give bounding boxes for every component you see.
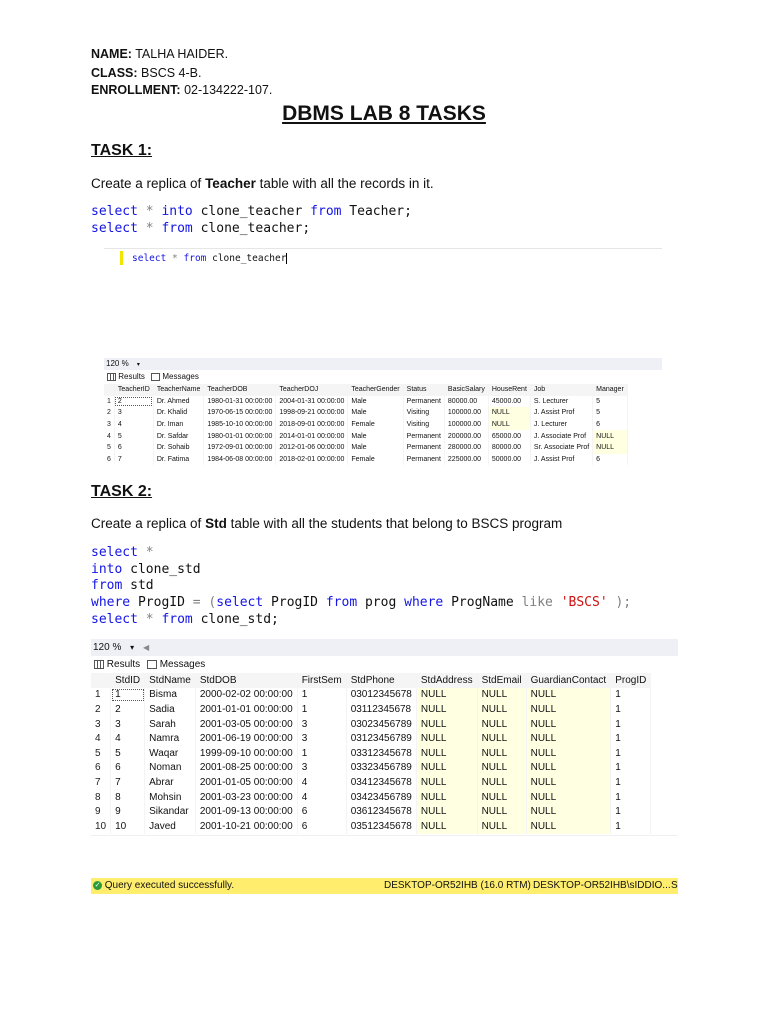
zoom-level[interactable]: 120 %: [93, 642, 122, 653]
ident: std: [122, 578, 154, 594]
task1-screenshot: [104, 248, 662, 470]
task2-heading: TASK 2:: [91, 483, 153, 500]
table-cell[interactable]: 1: [611, 775, 651, 790]
table-cell[interactable]: NULL: [477, 702, 526, 717]
ident: clone_std: [122, 561, 201, 577]
table-cell[interactable]: Dr. Khalid: [153, 407, 204, 419]
table-cell[interactable]: 03512345678: [346, 819, 416, 834]
table-cell[interactable]: NULL: [416, 790, 477, 805]
row-number: 9: [91, 804, 111, 819]
table-cell[interactable]: Male: [348, 430, 403, 442]
row-number: 8: [91, 790, 111, 805]
table-cell[interactable]: NULL: [416, 702, 477, 717]
row-number: 5: [91, 746, 111, 761]
table-row[interactable]: [91, 717, 651, 732]
table-cell[interactable]: Permanent: [403, 454, 444, 466]
query-line: [132, 253, 287, 264]
zoom-bar: [91, 639, 678, 656]
results-tab[interactable]: Results: [118, 372, 145, 381]
operator: = (: [192, 595, 217, 611]
table-cell[interactable]: NULL: [477, 790, 526, 805]
zoom-level[interactable]: 120 %: [106, 359, 129, 368]
table-cell[interactable]: NULL: [477, 761, 526, 776]
column-header[interactable]: HouseRent: [488, 384, 530, 396]
table-cell[interactable]: J. Lecturer: [530, 419, 592, 431]
results-tab[interactable]: Results: [106, 659, 141, 670]
table-cell[interactable]: NULL: [416, 761, 477, 776]
table-cell[interactable]: 2: [111, 702, 145, 717]
table-cell[interactable]: 4: [114, 419, 153, 431]
table-cell[interactable]: 03023456789: [346, 717, 416, 732]
status-trailing: S: [671, 880, 678, 891]
column-header[interactable]: TeacherID: [114, 384, 153, 396]
success-check-icon: ✓: [94, 881, 101, 889]
column-header[interactable]: ProgID: [611, 673, 651, 688]
table-cell[interactable]: NULL: [416, 731, 477, 746]
star: *: [137, 545, 154, 560]
task2-description: [91, 516, 562, 531]
string-literal: 'BSCS': [560, 595, 608, 611]
enroll-label: ENROLLMENT:: [91, 83, 181, 97]
table-cell[interactable]: S. Lecturer: [530, 396, 592, 408]
table-cell[interactable]: 6: [297, 819, 346, 834]
table-cell[interactable]: 1970-06-15 00:00:00: [204, 407, 276, 419]
class-value: BSCS 4-B.: [141, 66, 202, 80]
table-cell[interactable]: Noman: [145, 761, 196, 776]
ident: Teacher;: [341, 204, 412, 219]
space: [553, 595, 561, 610]
row-number: 3: [104, 419, 114, 431]
table-row[interactable]: [104, 396, 627, 408]
table-cell[interactable]: 1980-01-01 00:00:00: [204, 430, 276, 442]
row-number: 2: [104, 407, 114, 419]
table-cell[interactable]: NULL: [488, 419, 530, 431]
table-row[interactable]: [104, 454, 627, 466]
column-header[interactable]: [104, 384, 114, 396]
table-cell[interactable]: 03312345678: [346, 746, 416, 761]
table-cell[interactable]: 2014-01-01 00:00:00: [276, 430, 348, 442]
table-cell[interactable]: Dr. Safdar: [153, 430, 204, 442]
table-cell[interactable]: NULL: [526, 731, 611, 746]
kw: select: [91, 611, 138, 627]
table-cell[interactable]: 2001-08-25 00:00:00: [195, 761, 297, 776]
table-cell[interactable]: Permanent: [403, 430, 444, 442]
ident: clone_std;: [192, 611, 279, 627]
task1-code: [91, 204, 412, 237]
student-enrollment: [91, 82, 272, 98]
kw: from: [161, 611, 193, 627]
table-cell[interactable]: 280000.00: [444, 442, 488, 454]
table-cell[interactable]: 7: [111, 775, 145, 790]
table-cell[interactable]: NULL: [488, 407, 530, 419]
column-header[interactable]: Job: [530, 384, 592, 396]
column-header[interactable]: TeacherName: [153, 384, 204, 396]
status-bar: [91, 878, 678, 894]
table-cell[interactable]: 6: [114, 442, 153, 454]
task1-heading: TASK 1:: [91, 142, 153, 159]
table-cell[interactable]: Waqar: [145, 746, 196, 761]
table-row[interactable]: [91, 702, 651, 717]
column-header[interactable]: StdEmail: [477, 673, 526, 688]
row-number: 6: [104, 454, 114, 466]
connection-user: DESKTOP-OR52IHB\sIDDIO...: [533, 880, 671, 891]
table-cell[interactable]: NULL: [526, 775, 611, 790]
table-row[interactable]: [91, 775, 651, 790]
table-cell[interactable]: 3: [111, 717, 145, 732]
table-cell[interactable]: NULL: [526, 702, 611, 717]
table-cell[interactable]: NULL: [477, 804, 526, 819]
table-cell[interactable]: 4: [111, 731, 145, 746]
table-cell[interactable]: Sarah: [145, 717, 196, 732]
text-cursor: [286, 253, 287, 264]
row-number: 10: [91, 819, 111, 834]
table-cell[interactable]: 6: [111, 761, 145, 776]
class-label: CLASS:: [91, 66, 138, 80]
table-cell[interactable]: 2004-01-31 00:00:00: [276, 396, 348, 408]
table-cell[interactable]: 1: [611, 731, 651, 746]
row-number: 4: [91, 731, 111, 746]
table-cell[interactable]: 4: [297, 790, 346, 805]
table-cell[interactable]: 200000.00: [444, 430, 488, 442]
task2-screenshot: [91, 639, 678, 894]
server-name: DESKTOP-OR52IHB (16.0 RTM): [384, 880, 531, 891]
grid-icon: [94, 660, 104, 669]
ident: ProgID: [130, 595, 193, 611]
table-cell[interactable]: NULL: [526, 819, 611, 834]
task2-desc-after: table with all the students that belong to BSCS program: [226, 516, 563, 531]
table-row[interactable]: [91, 746, 651, 761]
table-cell[interactable]: 6: [593, 454, 628, 466]
table-cell[interactable]: 100000.00: [444, 407, 488, 419]
table-cell[interactable]: 2001-03-23 00:00:00: [195, 790, 297, 805]
table-row[interactable]: [91, 819, 651, 834]
table-cell[interactable]: Javed: [145, 819, 196, 834]
ident: clone_teacher;: [192, 220, 311, 236]
table-cell[interactable]: NULL: [526, 746, 611, 761]
column-header[interactable]: TeacherGender: [348, 384, 403, 396]
kw: from: [325, 595, 358, 611]
column-header[interactable]: StdPhone: [346, 673, 416, 688]
task1-desc-bold: Teacher: [205, 176, 256, 191]
table-cell[interactable]: 9: [111, 804, 145, 819]
table-cell[interactable]: NULL: [526, 790, 611, 805]
ident: prog: [357, 595, 405, 611]
table-cell[interactable]: 2001-01-01 00:00:00: [195, 702, 297, 717]
table-cell[interactable]: J. Assist Prof: [530, 454, 592, 466]
table-cell[interactable]: 1: [611, 702, 651, 717]
table-cell[interactable]: 1: [611, 819, 651, 834]
operator: );: [607, 595, 632, 611]
kw: into: [161, 204, 193, 219]
table-cell[interactable]: 03412345678: [346, 775, 416, 790]
table-cell[interactable]: Visiting: [403, 419, 444, 431]
table-cell[interactable]: 225000.00: [444, 454, 488, 466]
std-results-grid[interactable]: [91, 673, 651, 834]
table-cell[interactable]: 6: [593, 419, 628, 431]
column-header[interactable]: FirstSem: [297, 673, 346, 688]
star: *: [166, 253, 184, 264]
row-number: 4: [104, 430, 114, 442]
table-cell[interactable]: 03012345678: [346, 688, 416, 703]
column-header[interactable]: GuardianContact: [526, 673, 611, 688]
table-cell[interactable]: NULL: [477, 819, 526, 834]
table-cell[interactable]: Sadia: [145, 702, 196, 717]
table-cell[interactable]: 7: [114, 454, 153, 466]
table-row[interactable]: [104, 442, 627, 454]
table-cell[interactable]: NULL: [526, 717, 611, 732]
kw: from: [91, 578, 123, 594]
kw: from: [183, 253, 207, 264]
table-cell[interactable]: 1985-10-10 00:00:00: [204, 419, 276, 431]
table-cell[interactable]: NULL: [416, 717, 477, 732]
row-number: 1: [91, 688, 111, 703]
table-row[interactable]: [91, 804, 651, 819]
editor-change-marker: [120, 251, 123, 265]
table-cell[interactable]: 1984-06-08 00:00:00: [204, 454, 276, 466]
kw: select: [91, 545, 138, 560]
table-cell[interactable]: 1999-09-10 00:00:00: [195, 746, 297, 761]
table-cell[interactable]: Permanent: [403, 396, 444, 408]
column-header[interactable]: StdName: [145, 673, 196, 688]
table-row[interactable]: [91, 731, 651, 746]
table-cell[interactable]: 3: [297, 717, 346, 732]
row-number: 6: [91, 761, 111, 776]
table-cell[interactable]: 1: [611, 804, 651, 819]
table-cell[interactable]: NULL: [416, 819, 477, 834]
table-cell[interactable]: Sikandar: [145, 804, 196, 819]
table-cell[interactable]: Dr. Sohaib: [153, 442, 204, 454]
task2-desc-before: Create a replica of: [91, 516, 206, 531]
table-cell[interactable]: 100000.00: [444, 419, 488, 431]
operator: like: [521, 595, 553, 611]
task2-code: [91, 545, 631, 629]
star: *: [137, 204, 162, 219]
table-cell[interactable]: 2001-10-21 00:00:00: [195, 819, 297, 834]
table-cell[interactable]: NULL: [416, 775, 477, 790]
table-cell[interactable]: 03112345678: [346, 702, 416, 717]
task2-desc-bold: Std: [205, 516, 227, 531]
kw: from: [310, 204, 342, 219]
table-cell[interactable]: 2001-03-05 00:00:00: [195, 717, 297, 732]
table-cell[interactable]: 1980-01-31 00:00:00: [204, 396, 276, 408]
ident: clone_teacher: [206, 253, 287, 264]
messages-icon: [151, 373, 160, 381]
table-cell[interactable]: Bisma: [145, 688, 196, 703]
table-cell[interactable]: NULL: [416, 804, 477, 819]
table-cell[interactable]: 5: [593, 396, 628, 408]
scroll-left-icon[interactable]: ◀: [142, 643, 150, 652]
table-cell[interactable]: 1972-09-01 00:00:00: [204, 442, 276, 454]
table-cell[interactable]: 3: [297, 731, 346, 746]
kw: select: [216, 595, 264, 611]
table-cell[interactable]: Female: [348, 454, 403, 466]
table-cell[interactable]: NULL: [477, 731, 526, 746]
table-cell[interactable]: 1: [297, 688, 346, 703]
row-number: 5: [104, 442, 114, 454]
dropdown-arrow-icon[interactable]: ▾: [136, 362, 140, 368]
table-cell[interactable]: Mohsin: [145, 790, 196, 805]
table-row[interactable]: [104, 419, 627, 431]
table-cell[interactable]: 1: [611, 746, 651, 761]
zoom-bar: [104, 358, 662, 370]
grid-empty-area: [91, 835, 678, 878]
row-number: 3: [91, 717, 111, 732]
table-cell[interactable]: 2012-01-06 00:00:00: [276, 442, 348, 454]
table-cell[interactable]: 5: [114, 430, 153, 442]
table-row[interactable]: [91, 761, 651, 776]
name-value: TALHA HAIDER.: [135, 47, 229, 61]
table-cell[interactable]: 1: [111, 688, 145, 703]
table-cell[interactable]: J. Associate Prof: [530, 430, 592, 442]
table-cell[interactable]: 1: [611, 761, 651, 776]
table-cell[interactable]: 1: [611, 717, 651, 732]
table-cell[interactable]: 03323456789: [346, 761, 416, 776]
table-cell[interactable]: Abrar: [145, 775, 196, 790]
table-cell[interactable]: Male: [348, 407, 403, 419]
table-cell[interactable]: 1: [297, 702, 346, 717]
query-editor[interactable]: [104, 248, 662, 357]
ident: ProgName: [443, 595, 522, 611]
ident: clone_teacher: [192, 204, 311, 219]
table-cell[interactable]: NULL: [526, 804, 611, 819]
table-cell[interactable]: NULL: [526, 688, 611, 703]
name-label: NAME:: [91, 47, 132, 61]
task1-description: [91, 176, 434, 191]
table-cell[interactable]: 2000-02-02 00:00:00: [195, 688, 297, 703]
kw: select: [132, 253, 167, 264]
kw: from: [161, 220, 193, 236]
table-cell[interactable]: Dr. Iman: [153, 419, 204, 431]
table-cell[interactable]: 2: [114, 396, 153, 408]
table-row[interactable]: [104, 407, 627, 419]
table-cell[interactable]: Male: [348, 396, 403, 408]
table-cell[interactable]: Namra: [145, 731, 196, 746]
table-cell[interactable]: NULL: [416, 688, 477, 703]
table-row[interactable]: [91, 688, 651, 703]
star: *: [137, 220, 162, 236]
enroll-value: 02-134222-107.: [184, 83, 273, 97]
task1-desc-after: table with all the records in it.: [255, 176, 434, 191]
column-header[interactable]: [91, 673, 111, 688]
row-number: 7: [91, 775, 111, 790]
table-cell[interactable]: NULL: [526, 761, 611, 776]
document-title: DBMS LAB 8 TASKS: [282, 102, 486, 125]
table-cell[interactable]: 5: [593, 407, 628, 419]
row-number: 2: [91, 702, 111, 717]
table-cell[interactable]: Dr. Ahmed: [153, 396, 204, 408]
table-cell[interactable]: NULL: [477, 746, 526, 761]
messages-tab[interactable]: Messages: [159, 659, 206, 670]
status-message: Query executed successfully.: [104, 880, 235, 891]
table-cell[interactable]: 5: [111, 746, 145, 761]
results-tabs: [104, 371, 662, 383]
student-class: [91, 65, 201, 81]
table-cell[interactable]: 8: [111, 790, 145, 805]
table-cell[interactable]: Visiting: [403, 407, 444, 419]
table-cell[interactable]: Sr. Associate Prof: [530, 442, 592, 454]
column-header[interactable]: StdID: [111, 673, 145, 688]
column-header[interactable]: Manager: [593, 384, 628, 396]
table-cell[interactable]: 6: [297, 804, 346, 819]
table-cell[interactable]: 80000.00: [488, 442, 530, 454]
table-cell[interactable]: 3: [297, 761, 346, 776]
table-cell[interactable]: NULL: [593, 430, 628, 442]
star: *: [137, 611, 162, 627]
table-cell[interactable]: 45000.00: [488, 396, 530, 408]
kw: into: [91, 561, 123, 577]
messages-icon: [147, 660, 157, 669]
table-cell[interactable]: NULL: [416, 746, 477, 761]
table-cell[interactable]: 65000.00: [488, 430, 530, 442]
dropdown-arrow-icon[interactable]: ▾: [130, 643, 135, 652]
table-cell[interactable]: 2001-06-19 00:00:00: [195, 731, 297, 746]
table-cell[interactable]: 03423456789: [346, 790, 416, 805]
column-header[interactable]: TeacherDOB: [204, 384, 276, 396]
table-cell[interactable]: 80000.00: [444, 396, 488, 408]
ident: ProgID: [263, 595, 326, 611]
table-cell[interactable]: NULL: [477, 717, 526, 732]
column-header[interactable]: StdDOB: [195, 673, 297, 688]
table-cell[interactable]: 03612345678: [346, 804, 416, 819]
table-cell[interactable]: 3: [114, 407, 153, 419]
row-number: 1: [104, 396, 114, 408]
table-cell[interactable]: 2001-09-13 00:00:00: [195, 804, 297, 819]
table-cell[interactable]: 2018-09-01 00:00:00: [276, 419, 348, 431]
grid-icon: [107, 373, 116, 381]
table-cell[interactable]: 1: [611, 688, 651, 703]
table-row[interactable]: [91, 790, 651, 805]
table-cell[interactable]: NULL: [593, 442, 628, 454]
task1-desc-before: Create a replica of: [91, 176, 206, 191]
kw: where: [91, 595, 131, 611]
teacher-results-grid[interactable]: [104, 384, 628, 465]
table-cell[interactable]: NULL: [477, 688, 526, 703]
column-header[interactable]: StdAddress: [416, 673, 477, 688]
table-cell[interactable]: Male: [348, 442, 403, 454]
student-name: [91, 46, 228, 62]
table-cell[interactable]: 10: [111, 819, 145, 834]
table-cell[interactable]: NULL: [477, 775, 526, 790]
table-cell[interactable]: 03123456789: [346, 731, 416, 746]
table-cell[interactable]: 1: [611, 790, 651, 805]
table-cell[interactable]: 50000.00: [488, 454, 530, 466]
table-cell[interactable]: 2018-02-01 00:00:00: [276, 454, 348, 466]
table-cell[interactable]: Dr. Fatima: [153, 454, 204, 466]
column-header[interactable]: BasicSalary: [444, 384, 488, 396]
kw: where: [404, 595, 444, 611]
results-tabs: [91, 657, 678, 673]
table-row[interactable]: [104, 430, 627, 442]
messages-tab[interactable]: Messages: [162, 372, 199, 381]
table-cell[interactable]: J. Assist Prof: [530, 407, 592, 419]
column-header[interactable]: TeacherDOJ: [276, 384, 348, 396]
table-cell[interactable]: Permanent: [403, 442, 444, 454]
table-cell[interactable]: Female: [348, 419, 403, 431]
table-cell[interactable]: 2001-01-05 00:00:00: [195, 775, 297, 790]
column-header[interactable]: Status: [403, 384, 444, 396]
kw: select: [91, 220, 138, 236]
table-cell[interactable]: 1998-09-21 00:00:00: [276, 407, 348, 419]
table-cell[interactable]: 4: [297, 775, 346, 790]
kw: select: [91, 204, 138, 219]
table-cell[interactable]: 1: [297, 746, 346, 761]
